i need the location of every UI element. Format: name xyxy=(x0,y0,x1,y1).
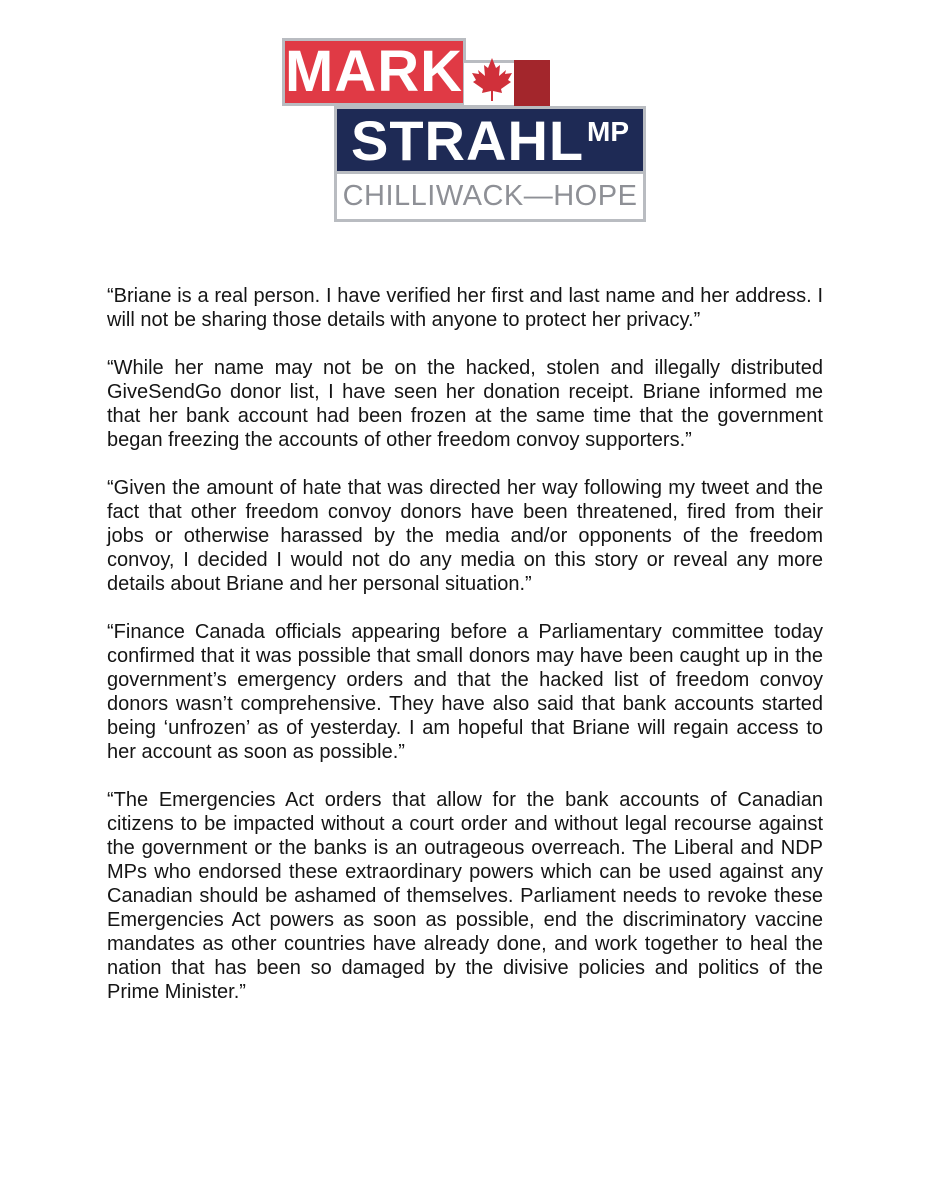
logo-first-name: MARK xyxy=(282,38,466,106)
statement-paragraph: “Finance Canada officials appearing before a Parliamentary committee today confirmed that it was possible that small donors may have been caught up in the government’s emergency orders and that the hacked list of freedom convoy donors wasn’t comprehensive. They have also said that bank accounts started being ‘unfrozen’ as of yesterday. I am hopeful that Briane will regain access to her account as soon as possible.” xyxy=(107,621,823,763)
logo-last-name: STRAHL xyxy=(351,109,585,172)
statement-paragraph: “Briane is a real person. I have verified her first and last name and her address. I will not be sharing those details with anyone to protect her privacy.” xyxy=(107,285,823,331)
logo-name-banner xyxy=(334,106,646,174)
logo-riding-name: CHILLIWACK—HOPE xyxy=(334,174,646,222)
statement-paragraph: “While her name may not be on the hacked, stolen and illegally distributed GiveSendGo donor list, I have seen her donation receipt. Briane informed me that her bank account had been frozen at the same time that the government began freezing the accounts of other freedom convoy supporters.” xyxy=(107,357,823,451)
maple-leaf-icon xyxy=(470,56,514,102)
mark-strahl-mp-logo xyxy=(282,38,648,226)
statement-body xyxy=(107,284,823,1028)
logo-mp-suffix: MP xyxy=(587,116,629,147)
logo-flag-bar xyxy=(514,60,550,106)
statement-paragraph: “The Emergencies Act orders that allow for the bank accounts of Canadian citizens to be impacted without a court order and without legal recourse against the government or the banks is an outrageous overreach. The Liberal and NDP MPs who endorsed these extraordinary powers which can be used against any Canadian should be ashamed of themselves. Parliament needs to revoke these Emergencies Act powers as soon as possible, end the discriminatory vaccine mandates as other countries have already done, and work together to heal the nation that has been so damaged by the divisive policies and politics of the Prime Minister.” xyxy=(107,789,823,1003)
statement-paragraph: “Given the amount of hate that was directed her way following my tweet and the fact that other freedom convoy donors have been threatened, fired from their jobs or otherwise harassed by the media and/or opponents of the freedom convoy, I decided I would not do any media on this story or reveal any more details about Briane and her personal situation.” xyxy=(107,477,823,595)
